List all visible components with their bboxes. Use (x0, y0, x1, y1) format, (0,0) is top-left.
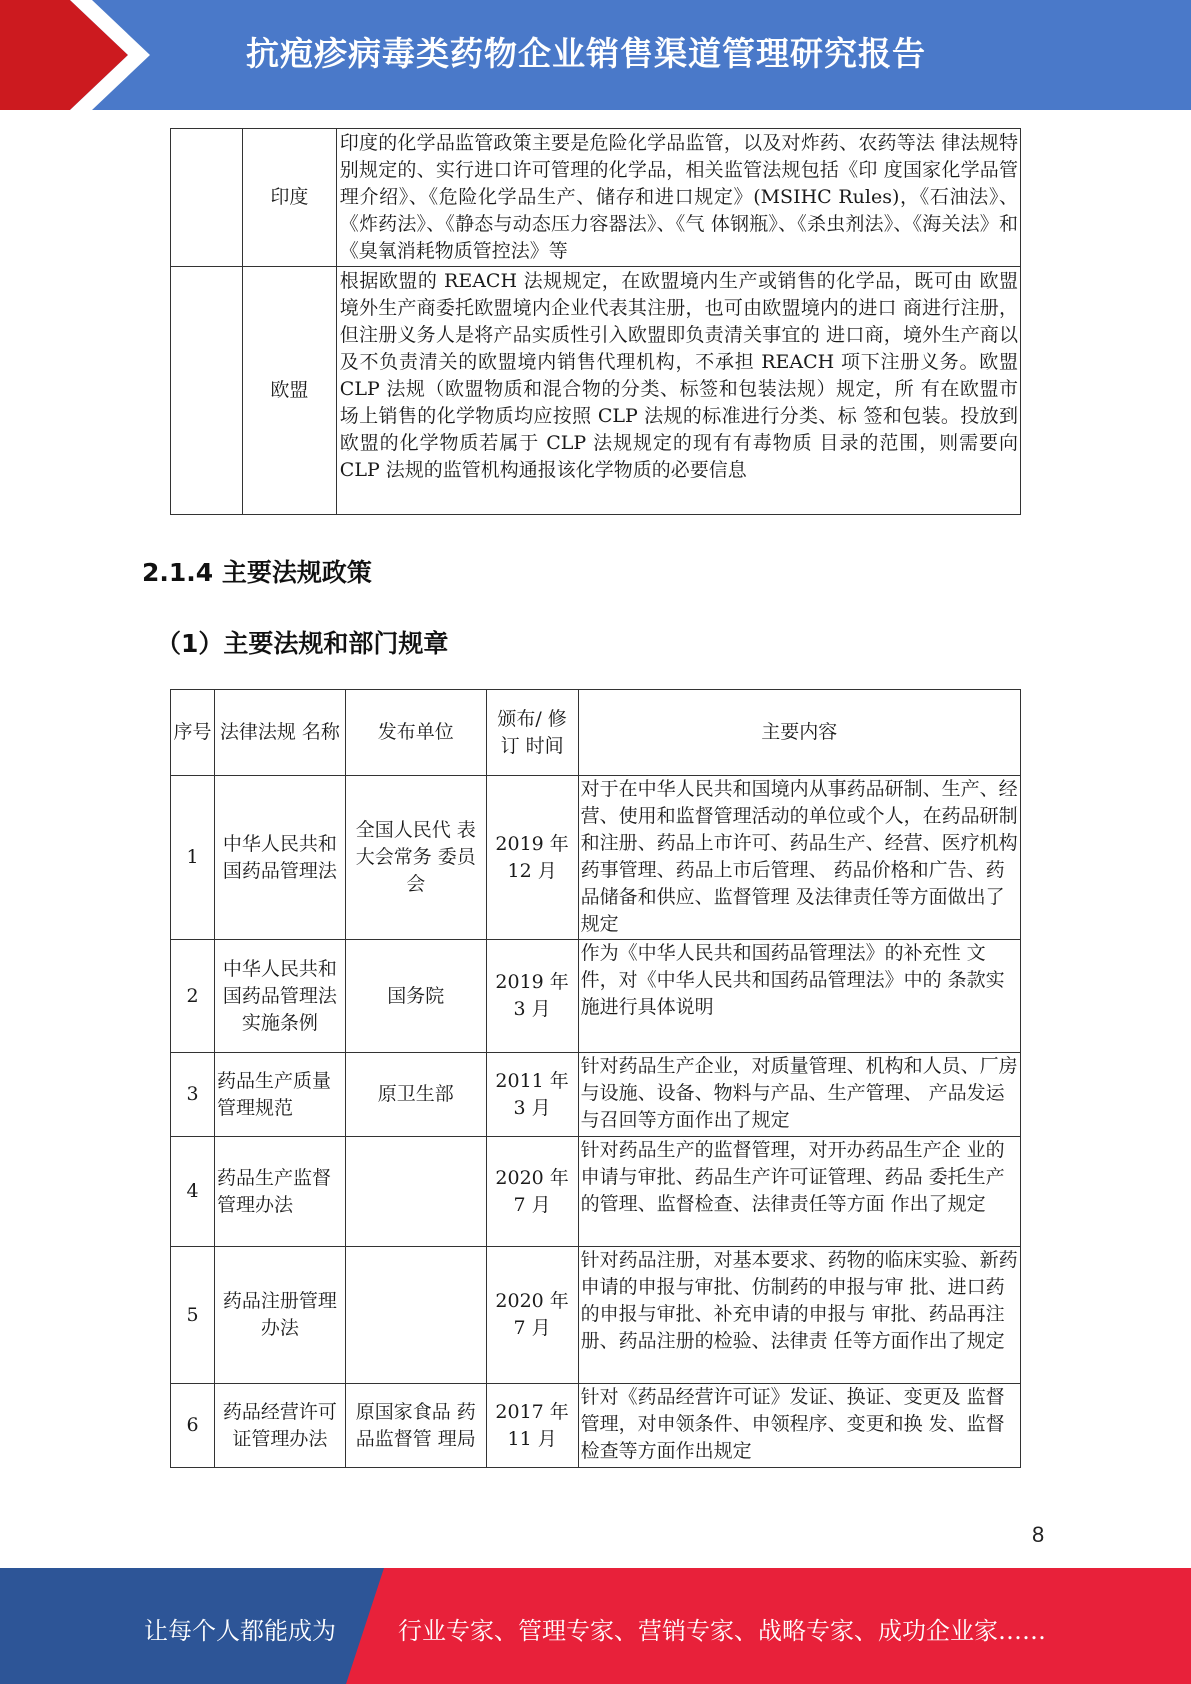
blank-cell (171, 129, 243, 267)
page-footer (0, 1568, 1191, 1684)
section-heading: 2.1.4 主要法规政策 (142, 558, 372, 587)
regulation-table (170, 128, 1021, 515)
table-row (171, 129, 1021, 267)
header-date: 颁布/ 修订 时间 (486, 690, 578, 776)
row-no: 5 (171, 1247, 215, 1384)
row-name: 药品经营许可证管理办法 (214, 1384, 345, 1468)
row-no: 2 (171, 940, 215, 1053)
row-date: 2019 年 3 月 (486, 940, 578, 1053)
row-name: 中华人民共和国药品管理法 (214, 776, 345, 940)
laws-table (170, 689, 1021, 1468)
footer-slogan-right: 行业专家、管理专家、营销专家、战略专家、成功企业家…… (398, 1617, 1046, 1645)
table-row (171, 267, 1021, 515)
table-row (171, 1384, 1021, 1468)
row-content: 针对《药品经营许可证》发证、换证、变更及 监督管理，对申领条件、申领程序、变更和换 发、监督检查等方面作出规定 (578, 1384, 1020, 1468)
row-no: 6 (171, 1384, 215, 1468)
header-name: 法律法规 名称 (214, 690, 345, 776)
table-row (171, 776, 1021, 940)
row-issuer: 全国人民代 表大会常务 委员会 (345, 776, 486, 940)
row-issuer: 原国家食品 药品监督管 理局 (345, 1384, 486, 1468)
row-date: 2020 年 7 月 (486, 1137, 578, 1247)
row-name: 药品生产质量管理规范 (214, 1053, 345, 1137)
content-cell: 印度的化学品监管政策主要是危险化学品监管，以及对炸药、农药等法 律法规特别规定的、实行进口许可管理的化学品，相关监管法规包括《印 度国家化学品管理介绍》、《危险化学品生产、储存和进口规定》(MSIHC Rules)，《石油法》、《炸药法》、《静态与动态压力容器法》、《气 体钢瓶》、《杀虫剂法》、《海关法》和《臭氧消耗物质管控法》等 (336, 129, 1020, 267)
blank-cell (171, 267, 243, 515)
row-name: 药品生产监督管理办法 (214, 1137, 345, 1247)
table-row (171, 940, 1021, 1053)
row-issuer: 国务院 (345, 940, 486, 1053)
row-name: 药品注册管理办法 (214, 1247, 345, 1384)
row-date: 2011 年 3 月 (486, 1053, 578, 1137)
table-header-row (171, 690, 1021, 776)
content-cell: 根据欧盟的 REACH 法规规定，在欧盟境内生产或销售的化学品，既可由 欧盟境外生产商委托欧盟境内企业代表其注册，也可由欧盟境内的进口 商进行注册，但注册义务人是将产品实质性引入欧盟即负责清关事宜的 进口商，境外生产商以及不负责清关的欧盟境内销售代理机构，不承担 REACH 项下注册义务。欧盟 CLP 法规（欧盟物质和混合物的分类、标签和包装法规）规定，所 有在欧盟市场上销售的化学物质均应按照 CLP 法规的标准进行分类、标 签和包装。投放到欧盟的化学物质若属于 CLP 法规规定的现有有毒物质 目录的范围，则需要向 CLP 法规的监管机构通报该化学物质的必要信息 (336, 267, 1020, 515)
header-issuer: 发布单位 (345, 690, 486, 776)
row-issuer (345, 1137, 486, 1247)
row-content: 作为《中华人民共和国药品管理法》的补充性 文件，对《中华人民共和国药品管理法》中的 条款实施进行具体说明 (578, 940, 1020, 1053)
country-cell: 欧盟 (242, 267, 336, 515)
table-row (171, 1137, 1021, 1247)
row-date: 2017 年 11 月 (486, 1384, 578, 1468)
row-name: 中华人民共和国药品管理法实施条例 (214, 940, 345, 1053)
row-no: 3 (171, 1053, 215, 1137)
row-content: 针对药品生产企业，对质量管理、机构和人员、厂房与设施、设备、物料与产品、生产管理、 产品发运与召回等方面作出了规定 (578, 1053, 1020, 1137)
row-issuer: 原卫生部 (345, 1053, 486, 1137)
header-content: 主要内容 (578, 690, 1020, 776)
country-cell: 印度 (242, 129, 336, 267)
table-row (171, 1247, 1021, 1384)
footer-slogan-left: 让每个人都能成为 (144, 1617, 336, 1645)
row-issuer (345, 1247, 486, 1384)
row-content: 针对药品注册，对基本要求、药物的临床实验、新药申请的申报与审批、仿制药的申报与审 批、进口药的申报与审批、补充申请的申报与 审批、药品再注册、药品注册的检验、法律责 任等方面作出了规定 (578, 1247, 1020, 1384)
page-number: 8 (1032, 1522, 1045, 1547)
page-header (0, 0, 1191, 110)
row-no: 1 (171, 776, 215, 940)
row-date: 2020 年 7 月 (486, 1247, 578, 1384)
report-title: 抗疱疹病毒类药物企业销售渠道管理研究报告 (246, 34, 926, 73)
subsection-heading: （1）主要法规和部门规章 (156, 629, 449, 658)
table-row (171, 1053, 1021, 1137)
row-content: 对于在中华人民共和国境内从事药品研制、生产、经营、使用和监督管理活动的单位或个人，在药品研制和注册、药品上市许可、药品生产、经营、医疗机构药事管理、药品上市后管理、 药品价格和广告、药品储备和供应、监督管理 及法律责任等方面做出了规定 (578, 776, 1020, 940)
row-no: 4 (171, 1137, 215, 1247)
row-date: 2019 年 12 月 (486, 776, 578, 940)
row-content: 针对药品生产的监督管理，对开办药品生产企 业的申请与审批、药品生产许可证管理、药品 委托生产的管理、监督检查、法律责任等方面 作出了规定 (578, 1137, 1020, 1247)
header-no: 序号 (171, 690, 215, 776)
